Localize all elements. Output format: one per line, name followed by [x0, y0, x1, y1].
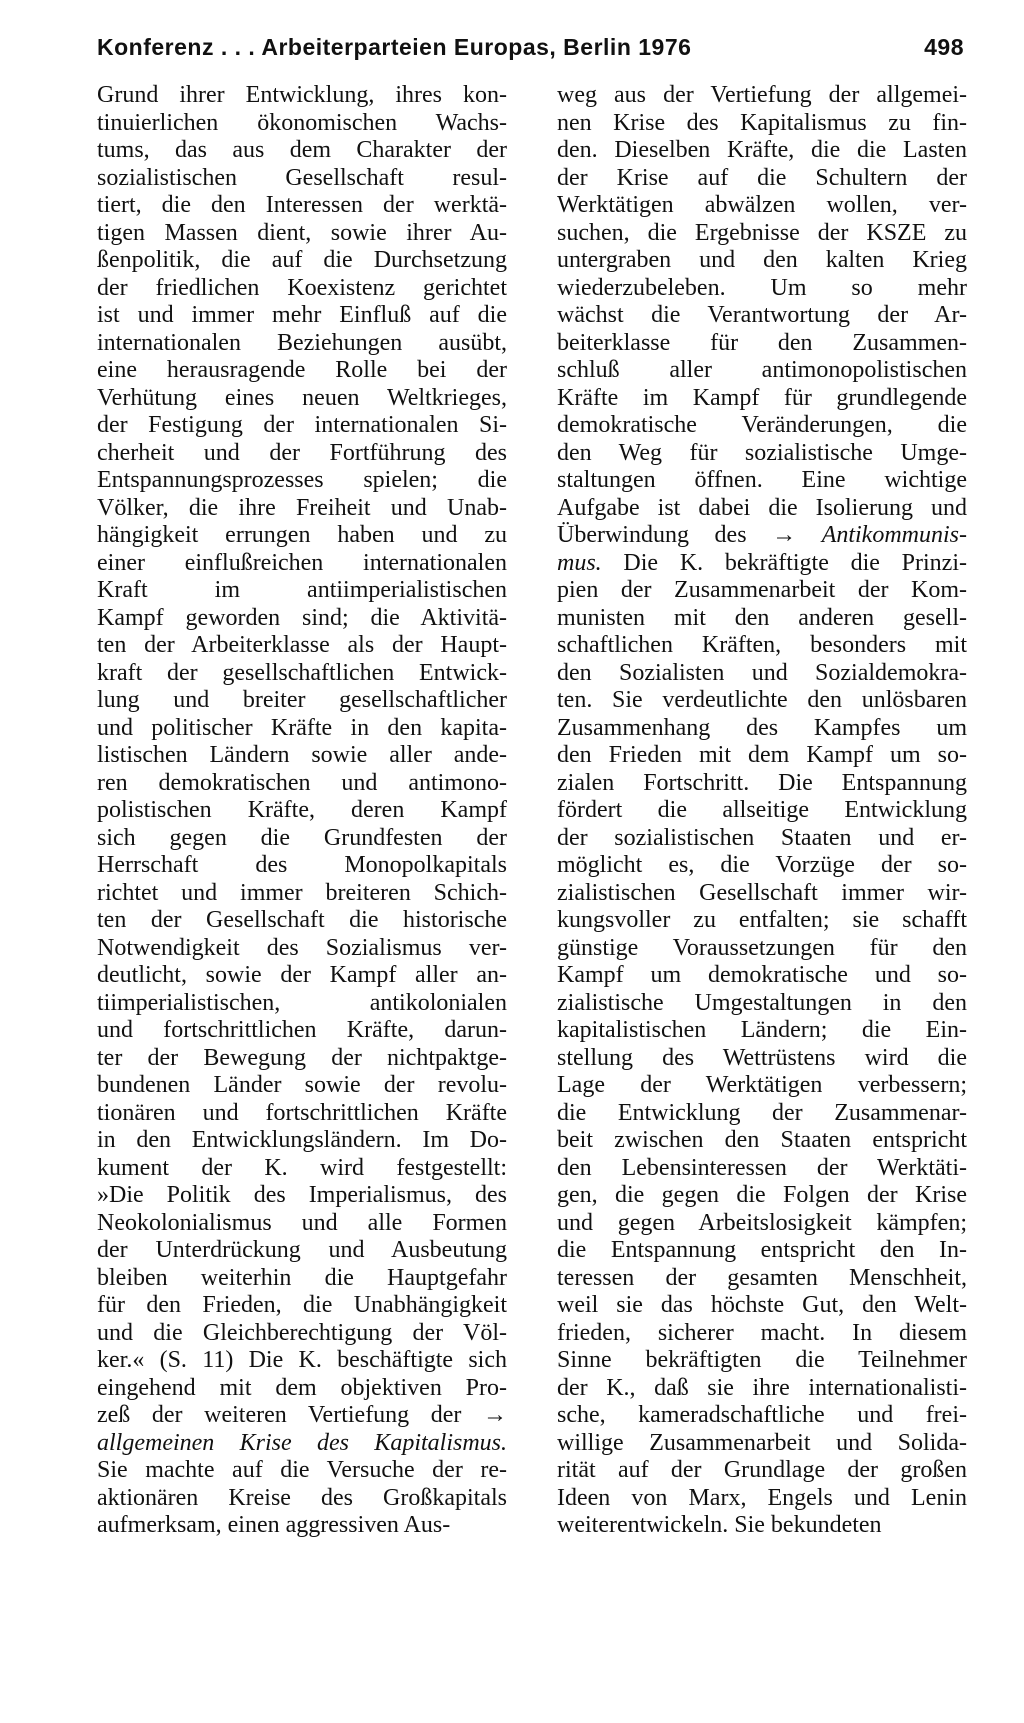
- right-column-line: den Weg für sozialistische Umge-: [557, 439, 967, 466]
- right-column-line: nen Krise des Kapitalismus zu fin-: [557, 109, 967, 136]
- left-column-line: hängigkeit errungen haben und zu: [97, 522, 507, 548]
- cross-reference-term: mus.: [557, 549, 602, 576]
- right-column-line: Aufgabe ist dabei die Isolierung und: [557, 494, 967, 521]
- right-column-line: die Entspannung entspricht den In-: [557, 1237, 967, 1263]
- right-column-line: schluß aller antimonopolistischen: [557, 357, 967, 383]
- left-column-line: cherheit und der Fortführung des: [97, 439, 507, 466]
- left-column-line: aktionären Kreise des Großkapitals: [97, 1484, 507, 1511]
- right-column-line: willige Zusammenarbeit und Solida-: [557, 1429, 967, 1456]
- left-column-line: sich gegen die Grundfesten der: [97, 824, 507, 851]
- right-column-line: der Krise auf die Schultern der: [557, 164, 967, 191]
- left-column-line: eingehend mit dem objektiven Pro-: [97, 1374, 507, 1401]
- left-column-line: ter der Bewegung der nichtpaktge-: [97, 1044, 507, 1071]
- left-column-line: aufmerksam, einen aggressiven Aus-: [97, 1512, 451, 1538]
- left-column-line: internationalen Beziehungen ausübt,: [97, 329, 507, 356]
- right-column-line: frieden, sicherer macht. In diesem: [557, 1319, 967, 1346]
- left-column-line: listischen Ländern sowie aller ande-: [97, 742, 507, 768]
- right-column-line: mus. Die K. bekräftigte die Prinzi-: [557, 549, 967, 576]
- left-column-line: ßenpolitik, die auf die Durchsetzung: [97, 247, 507, 273]
- left-column-line: tionären und fortschrittlichen Kräfte: [97, 1099, 507, 1126]
- page-number: 498: [924, 34, 964, 60]
- left-column-line: polistischen Kräfte, deren Kampf: [97, 797, 507, 823]
- right-column-line: untergraben und den kalten Krieg: [557, 247, 967, 273]
- left-column-line: zeß der weiteren Vertiefung der →: [97, 1402, 507, 1428]
- right-column-line: beiterklasse für den Zusammen-: [557, 329, 967, 356]
- right-column-line: den Frieden mit dem Kampf um so-: [557, 742, 967, 768]
- left-column-line: lung und breiter gesellschaftlicher: [97, 687, 507, 713]
- right-column-line: wächst die Verantwortung der Ar-: [557, 302, 967, 328]
- right-column-line: zialen Fortschritt. Die Entspannung: [557, 769, 967, 796]
- left-column-line: der Festigung der internationalen Si-: [97, 412, 507, 438]
- left-column-line: Sie machte auf die Versuche der re-: [97, 1457, 507, 1483]
- right-column-line: rität auf der Grundlage der großen: [557, 1457, 967, 1483]
- right-column-line: den Sozialisten und Sozialdemokra-: [557, 659, 967, 686]
- left-column-line: ten der Arbeiterklasse als der Haupt-: [97, 632, 507, 658]
- left-column-line: und fortschrittlichen Kräfte, darun-: [97, 1017, 507, 1043]
- left-column-line: einer einflußreichen internationalen: [97, 549, 507, 576]
- right-column-line: kapitalistischen Ländern; die Ein-: [557, 1017, 967, 1043]
- left-column-line: in den Entwicklungsländern. Im Do-: [97, 1127, 507, 1153]
- right-column-line: suchen, die Ergebnisse der KSZE zu: [557, 219, 967, 246]
- right-column-line: pien der Zusammenarbeit der Kom-: [557, 577, 967, 603]
- cross-reference-term: Antikommunis-: [821, 522, 967, 548]
- left-column-line: und politischer Kräfte in den kapita-: [97, 714, 507, 741]
- left-column-line: richtet und immer breiteren Schich-: [97, 879, 507, 906]
- right-column-line: Zusammenhang des Kampfes um: [557, 714, 967, 741]
- left-column-line: sozialistischen Gesellschaft resul-: [97, 164, 507, 191]
- right-column-line: den. Dieselben Kräfte, die die Lasten: [557, 137, 967, 163]
- right-column-line: kungsvoller zu entfalten; sie schafft: [557, 907, 967, 933]
- right-column-line: der sozialistischen Staaten und er-: [557, 824, 967, 851]
- left-column-line: ren demokratischen und antimono-: [97, 769, 507, 796]
- right-column-line: gen, die gegen die Folgen der Krise: [557, 1182, 967, 1208]
- left-column-line: allgemeinen Krise des Kapitalismus.: [97, 1429, 507, 1456]
- left-column-line: deutlicht, sowie der Kampf aller an-: [97, 962, 507, 988]
- right-column-line: wiederzubeleben. Um so mehr: [557, 274, 967, 301]
- left-column-line: der Unterdrückung und Ausbeutung: [97, 1237, 507, 1263]
- left-column-line: Völker, die ihre Freiheit und Unab-: [97, 494, 507, 521]
- left-column-line: tums, das aus dem Charakter der: [97, 137, 507, 163]
- right-column-line: Sinne bekräftigten die Teilnehmer: [557, 1347, 967, 1373]
- left-column-line: eine herausragende Rolle bei der: [97, 357, 507, 383]
- right-column-line: beit zwischen den Staaten entspricht: [557, 1127, 967, 1153]
- right-column: [557, 82, 967, 1540]
- right-column-line: fördert die allseitige Entwicklung: [557, 797, 967, 823]
- left-column-line: ist und immer mehr Einfluß auf die: [97, 302, 507, 328]
- left-column-line: Notwendigkeit des Sozialismus ver-: [97, 934, 507, 961]
- left-column-line: Neokolonialismus und alle Formen: [97, 1209, 507, 1236]
- right-column-line: der K., daß sie ihre internationalisti-: [557, 1374, 967, 1401]
- right-column-line: und gegen Arbeitslosigkeit kämpfen;: [557, 1209, 967, 1236]
- right-column-line: Überwindung des → Antikommunis-: [557, 522, 967, 548]
- left-column-line: Entspannungsprozesses spielen; die: [97, 467, 507, 493]
- running-head-title: Konferenz . . . Arbeiterparteien Europas, Berlin 1976: [97, 34, 692, 60]
- left-column-line: kraft der gesellschaftlichen Entwick-: [97, 659, 507, 686]
- right-column-line: staltungen öffnen. Eine wichtige: [557, 467, 967, 493]
- left-column: [97, 82, 507, 1540]
- running-head: [97, 34, 964, 70]
- right-column-line: ten. Sie verdeutlichte den unlösbaren: [557, 687, 967, 713]
- left-column-line: ker.« (S. 11) Die K. beschäftigte sich: [97, 1347, 507, 1373]
- right-column-line: weiterentwickeln. Sie bekundeten: [557, 1512, 882, 1538]
- right-column-line: zialistischen Gesellschaft immer wir-: [557, 879, 967, 906]
- right-column-line: günstige Voraussetzungen für den: [557, 934, 967, 961]
- right-column-line: Ideen von Marx, Engels und Lenin: [557, 1484, 967, 1511]
- right-column-line: munisten mit den anderen gesell-: [557, 604, 967, 631]
- left-column-line: Herrschaft des Monopolkapitals: [97, 852, 507, 878]
- right-column-line: Kräfte im Kampf für grundlegende: [557, 384, 967, 411]
- right-column-line: die Entwicklung der Zusammenar-: [557, 1099, 967, 1126]
- left-column-line: Grund ihrer Entwicklung, ihres kon-: [97, 82, 507, 108]
- left-column-line: ten der Gesellschaft die historische: [97, 907, 507, 933]
- right-column-line: schaftlichen Kräften, besonders mit: [557, 632, 967, 658]
- right-column-line: weg aus der Vertiefung der allgemei-: [557, 82, 967, 108]
- left-column-line: und die Gleichberechtigung der Völ-: [97, 1319, 507, 1346]
- right-column-line: teressen der gesamten Menschheit,: [557, 1264, 967, 1291]
- left-column-line: für den Frieden, die Unabhängigkeit: [97, 1292, 507, 1318]
- right-column-line: Lage der Werktätigen verbessern;: [557, 1072, 967, 1098]
- right-column-line: sche, kameradschaftliche und frei-: [557, 1402, 967, 1428]
- right-column-line: Kampf um demokratische und so-: [557, 962, 967, 988]
- left-column-line: tiimperialistischen, antikolonialen: [97, 989, 507, 1016]
- right-column-line: den Lebensinteressen der Werktäti-: [557, 1154, 967, 1181]
- left-column-line: kument der K. wird festgestellt:: [97, 1154, 507, 1181]
- left-column-line: Kraft im antiimperialistischen: [97, 577, 507, 603]
- left-column-line: Verhütung eines neuen Weltkrieges,: [97, 384, 507, 411]
- right-column-line: demokratische Veränderungen, die: [557, 412, 967, 438]
- left-column-line: bleiben weiterhin die Hauptgefahr: [97, 1264, 507, 1291]
- right-column-line: weil sie das höchste Gut, den Welt-: [557, 1292, 967, 1318]
- left-column-line: tigen Massen dient, sowie ihrer Au-: [97, 219, 507, 246]
- left-column-line: »Die Politik des Imperialismus, des: [97, 1182, 507, 1208]
- left-column-line: der friedlichen Koexistenz gerichtet: [97, 274, 507, 301]
- left-column-line: Kampf geworden sind; die Aktivitä-: [97, 604, 507, 631]
- right-column-line: stellung des Wettrüstens wird die: [557, 1044, 967, 1071]
- right-column-line: möglicht es, die Vorzüge der so-: [557, 852, 967, 878]
- left-column-line: bundenen Länder sowie der revolu-: [97, 1072, 507, 1098]
- right-column-line: zialistische Umgestaltungen in den: [557, 989, 967, 1016]
- left-column-line: tinuierlichen ökonomischen Wachs-: [97, 109, 507, 136]
- left-column-line: tiert, die den Interessen der werktä-: [97, 192, 507, 218]
- right-column-line: Werktätigen abwälzen wollen, ver-: [557, 192, 967, 218]
